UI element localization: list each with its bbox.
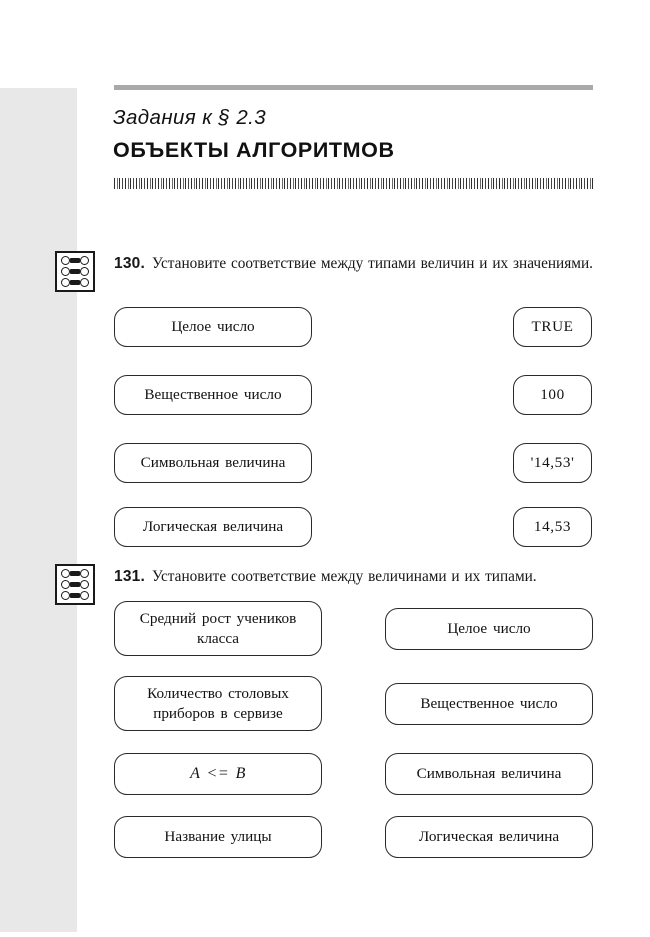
icon-circle-right: [80, 278, 89, 287]
task-130-left-option-3[interactable]: Символьная величина: [114, 443, 312, 483]
icon-circle-right: [80, 580, 89, 589]
icon-circle-left: [61, 267, 70, 276]
task-130-right-option-1[interactable]: TRUE: [513, 307, 592, 347]
icon-row: [60, 278, 90, 287]
icon-connector-bar: [70, 593, 80, 598]
header-top-rule: [114, 85, 593, 90]
task-131-prompt: [114, 566, 593, 588]
task-130-left-option-4[interactable]: Логическая величина: [114, 507, 312, 547]
task-130-left-option-2[interactable]: Вещественное число: [114, 375, 312, 415]
icon-circle-left: [61, 278, 70, 287]
task-130-left-option-1[interactable]: Целое число: [114, 307, 312, 347]
icon-row: [60, 591, 90, 600]
icon-connector-bar: [70, 280, 80, 285]
icon-circle-right: [80, 591, 89, 600]
icon-circle-left: [61, 580, 70, 589]
task-131-left-option-4[interactable]: Название улицы: [114, 816, 322, 858]
icon-connector-bar: [70, 571, 80, 576]
task-130-right-option-2[interactable]: 100: [513, 375, 592, 415]
icon-circle-right: [80, 256, 89, 265]
icon-circle-right: [80, 569, 89, 578]
icon-circle-left: [61, 591, 70, 600]
icon-circle-left: [61, 569, 70, 578]
matching-pairs-icon: [55, 564, 95, 605]
task-130-right-option-3[interactable]: '14,53': [513, 443, 592, 483]
matching-pairs-icon: [55, 251, 95, 292]
icon-connector-bar: [70, 269, 80, 274]
task-130-number: 130.: [114, 255, 145, 272]
icon-row: [60, 569, 90, 578]
task-131-right-option-4[interactable]: Логическая величина: [385, 816, 593, 858]
task-131-prompt-text: Установите соответствие между величинами и их типами.: [152, 568, 537, 585]
section-eyebrow: Задания к § 2.3: [113, 106, 267, 129]
task-131-right-option-2[interactable]: Вещественное число: [385, 683, 593, 725]
task-131-left-option-2[interactable]: Количество столовых приборов в сервизе: [114, 676, 322, 731]
task-130-right-option-4[interactable]: 14,53: [513, 507, 592, 547]
icon-row: [60, 256, 90, 265]
icon-row: [60, 580, 90, 589]
icon-connector-bar: [70, 582, 80, 587]
task-130-prompt-text: Установите соответствие между типами величин и их значениями.: [152, 255, 593, 272]
task-131-left-option-1[interactable]: Средний рост учеников класса: [114, 601, 322, 656]
task-131-left-option-3[interactable]: A <= B: [114, 753, 322, 795]
icon-circle-right: [80, 267, 89, 276]
icon-row: [60, 267, 90, 276]
task-130-prompt: [114, 253, 593, 275]
task-131-number: 131.: [114, 568, 145, 585]
icon-circle-left: [61, 256, 70, 265]
icon-connector-bar: [70, 258, 80, 263]
task-131-right-option-1[interactable]: Целое число: [385, 608, 593, 650]
page-title: ОБЪЕКТЫ АЛГОРИТМОВ: [113, 138, 395, 162]
task-131-right-option-3[interactable]: Символьная величина: [385, 753, 593, 795]
header-barcode-divider: [114, 178, 593, 189]
